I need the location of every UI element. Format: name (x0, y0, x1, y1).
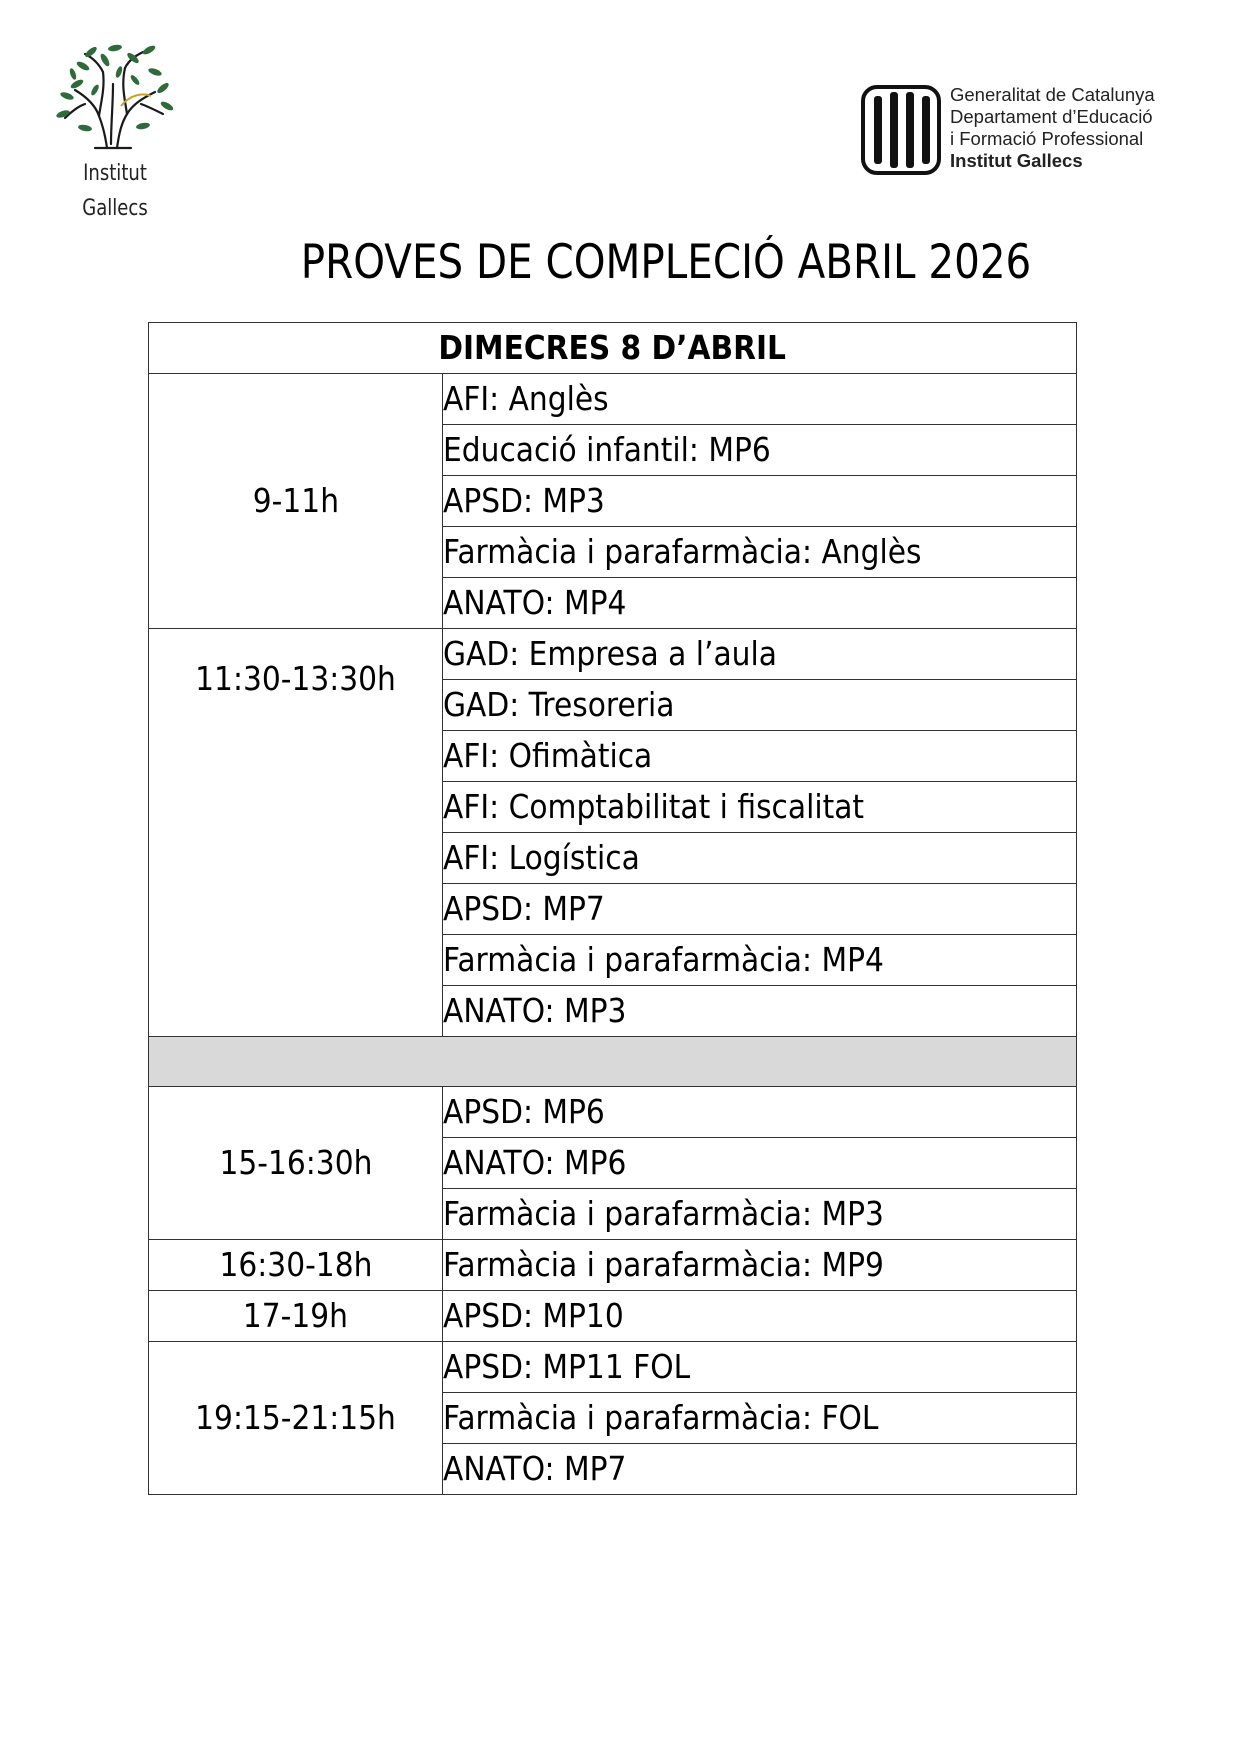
subject-cell (443, 884, 1077, 935)
institut-gallecs-logo (50, 44, 185, 229)
subject-text: Farmàcia i parafarmàcia: Anglès (443, 532, 922, 571)
table-row (149, 1291, 1077, 1342)
subject-text: GAD: Tresoreria (443, 685, 675, 724)
subject-text: AFI: Logística (443, 838, 640, 877)
subject-cell (443, 1291, 1077, 1342)
subject-cell (443, 935, 1077, 986)
subject-cell (443, 374, 1077, 425)
subject-text: AFI: Comptabilitat i fiscalitat (443, 787, 865, 826)
time-text: 11:30-13:30h (195, 659, 396, 698)
time-text: 19:15-21:15h (195, 1398, 396, 1437)
subject-cell (443, 578, 1077, 629)
generalitat-line-1: Generalitat de Catalunya (950, 84, 1155, 105)
subject-text: APSD: MP6 (443, 1092, 605, 1131)
day-header-text: DIMECRES 8 D’ABRIL (438, 328, 787, 367)
subject-text: AFI: Anglès (443, 379, 609, 418)
time-cell (149, 629, 443, 1037)
time-text: 9-11h (252, 481, 339, 520)
subject-cell (443, 1342, 1077, 1393)
subject-cell (443, 1444, 1077, 1495)
subject-cell (443, 629, 1077, 680)
subject-text: APSD: MP7 (443, 889, 605, 928)
subject-text: APSD: MP3 (443, 481, 605, 520)
subject-text: APSD: MP10 (443, 1296, 624, 1335)
subject-text: GAD: Empresa a l’aula (443, 634, 777, 673)
subject-text: Farmàcia i parafarmàcia: MP9 (443, 1245, 884, 1284)
day-header (149, 323, 1077, 374)
subject-cell (443, 782, 1077, 833)
subject-text: Farmàcia i parafarmàcia: MP3 (443, 1194, 884, 1233)
schedule-table (148, 322, 1077, 1495)
generalitat-line-3: i Formació Professional (950, 128, 1144, 149)
time-cell (149, 1342, 443, 1495)
generalitat-institute: Institut Gallecs (950, 150, 1083, 171)
institute-name-line2: Gallecs (82, 196, 148, 221)
subject-text: AFI: Ofimàtica (443, 736, 653, 775)
generalitat-text (950, 84, 1155, 172)
document-title: PROVES DE COMPLECIÓ ABRIL 2026 (300, 235, 1032, 290)
subject-cell (443, 1393, 1077, 1444)
time-cell (149, 374, 443, 629)
subject-cell (443, 425, 1077, 476)
subject-text: Farmàcia i parafarmàcia: MP4 (443, 940, 884, 979)
time-text: 15-16:30h (219, 1143, 372, 1182)
generalitat-logo (860, 80, 1180, 180)
time-cell (149, 1087, 443, 1240)
institute-name-line1: Institut (83, 161, 147, 186)
subject-text: ANATO: MP3 (443, 991, 627, 1030)
subject-cell (443, 1240, 1077, 1291)
subject-cell (443, 833, 1077, 884)
subject-text: Farmàcia i parafarmàcia: FOL (443, 1398, 879, 1437)
table-row (149, 1342, 1077, 1393)
subject-text: ANATO: MP7 (443, 1449, 627, 1488)
table-row (149, 1240, 1077, 1291)
olive-tree-logo-icon (55, 44, 175, 154)
subject-text: ANATO: MP4 (443, 583, 627, 622)
generalitat-line-2: Departament d’Educació (950, 106, 1153, 127)
institute-name (62, 156, 169, 226)
subject-cell (443, 680, 1077, 731)
subject-cell (443, 1189, 1077, 1240)
table-row (149, 1087, 1077, 1138)
time-text: 16:30-18h (219, 1245, 372, 1284)
table-row (149, 629, 1077, 680)
time-cell (149, 1291, 443, 1342)
subject-text: APSD: MP11 FOL (443, 1347, 691, 1386)
day-header-row (149, 323, 1077, 374)
subject-text: Educació infantil: MP6 (443, 430, 771, 469)
subject-cell (443, 1138, 1077, 1189)
subject-cell (443, 1087, 1077, 1138)
break-cell (149, 1037, 1077, 1087)
subject-cell (443, 527, 1077, 578)
subject-text: ANATO: MP6 (443, 1143, 627, 1182)
subject-cell (443, 476, 1077, 527)
generalitat-senyera-logo-icon (860, 84, 942, 176)
table-row (149, 374, 1077, 425)
subject-cell (443, 731, 1077, 782)
time-text: 17-19h (242, 1296, 349, 1335)
break-row (149, 1037, 1077, 1087)
subject-cell (443, 986, 1077, 1037)
time-cell (149, 1240, 443, 1291)
